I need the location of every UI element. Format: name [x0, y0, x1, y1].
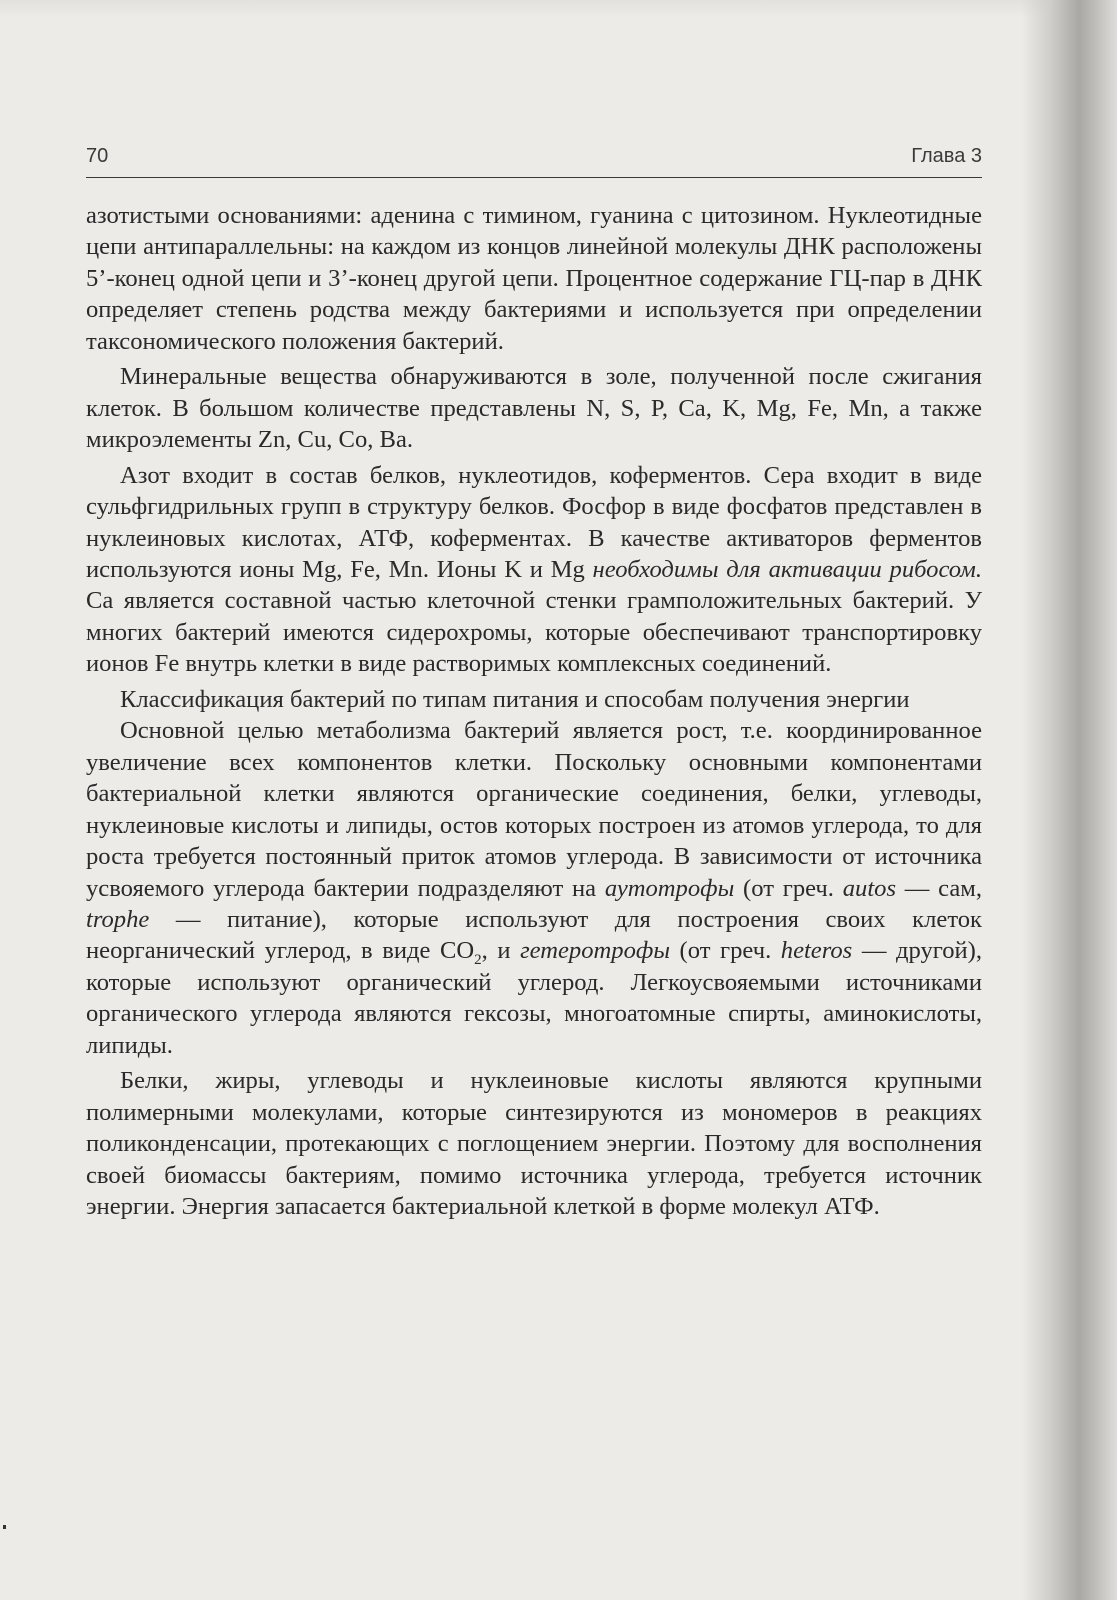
paragraph-5-text-b: (от греч. [734, 874, 843, 902]
term-autos: autos [842, 874, 897, 902]
book-gutter-shadow [1022, 0, 1117, 1600]
paragraph-3-italic: необходимы для активации рибосом. [592, 555, 982, 583]
paragraph-5-text-c: — сам, [896, 874, 983, 902]
paragraph-5-text-f: (от греч. [670, 937, 781, 965]
paragraph-3-text-c: Ca является составной частью клеточной стенки грамположительных бактерий. У многих бактерий имеются сидерохромы, которые обеспечивают транспортировку ионов Fe внутрь клетки в виде растворимых комплексных соединений. [86, 587, 982, 678]
paragraph-5 [86, 715, 982, 1061]
page-number: 70 [86, 145, 109, 167]
body-text [86, 200, 982, 1223]
term-heterotrophs: гетеротрофы [520, 937, 670, 965]
paragraph-1: азотистыми основаниями: аденина с тимином, гуанина с цитозином. Нуклеотидные цепи антипараллельны: на каждом из концов линейной молекулы ДНК расположены 5’-конец одной цепи и 3’-конец другой цепи. Процентное содержание ГЦ-пар в ДНК определяет степень родства между бактериями и используется при определении таксономического положения бактерий. [86, 202, 982, 355]
term-heteros: heteros [780, 937, 853, 965]
paragraph-5-text-g: — другой), которые используют органический углерод. Легкоусвояемыми источниками органического углерода являются гексозы, многоатомные спирты, аминокислоты, липиды. [86, 937, 983, 1059]
running-head: Глава 3 [911, 145, 982, 167]
page-header [86, 143, 982, 178]
section-heading: Классификация бактерий по типам питания и способам получения энергии [120, 685, 910, 713]
co2-subscript: 2 [474, 952, 482, 969]
paragraph-3-text-a: Азот входит в состав белков, нуклеотидов, коферментов. Сера входит в виде сульфгидрильных групп в структуру белков. Фосфор в виде фосфатов представлен в нуклеиновых кислотах, АТФ, коферментах. В качестве активаторов ферментов используются ионы Mg, Fe, Mn. Ионы K и Mg [86, 461, 982, 583]
paragraph-5-text-d: — питание), которые используют для построения своих клеток неорганический углерод, в виде CO [86, 905, 982, 965]
paragraph-5-text-e: , и [481, 937, 521, 965]
term-autotrophs: аутотрофы [604, 874, 735, 902]
term-trophe: trophe [86, 905, 150, 933]
paragraph-3 [86, 460, 982, 680]
paragraph-2: Минеральные вещества обнаруживаются в золе, полученной после сжигания клеток. В большом количестве представлены N, S, P, Ca, K, Mg, Fe, Mn, а также микроэлементы Zn, Cu, Co, Ba. [86, 363, 982, 454]
paragraph-6: Белки, жиры, углеводы и нуклеиновые кислоты являются крупными полимерными молекулами, которые синтезируются из мономеров в реакциях поликонденсации, протекающих с поглощением энергии. Поэтому для восполнения своей биомассы бактериям, помимо источника углерода, требуется источник энергии. Энергия запасается бактериальной клеткой в форме молекул АТФ. [86, 1067, 982, 1221]
scan-speck [3, 1525, 6, 1529]
paragraph-5-text-a: Основной целью метаболизма бактерий является рост, т.е. координированное увеличение всех компонентов клетки. Поскольку основными компонентами бактериальной клетки являются органические соединения, белки, углеводы, нуклеиновые кислоты и липиды, остов которых построен из атомов углерода, то для роста требуется постоянный приток атомов углерода. В зависимости от источника усвояемого углерода бактерии подразделяют на [86, 717, 982, 902]
page-top-shadow [0, 0, 1117, 18]
